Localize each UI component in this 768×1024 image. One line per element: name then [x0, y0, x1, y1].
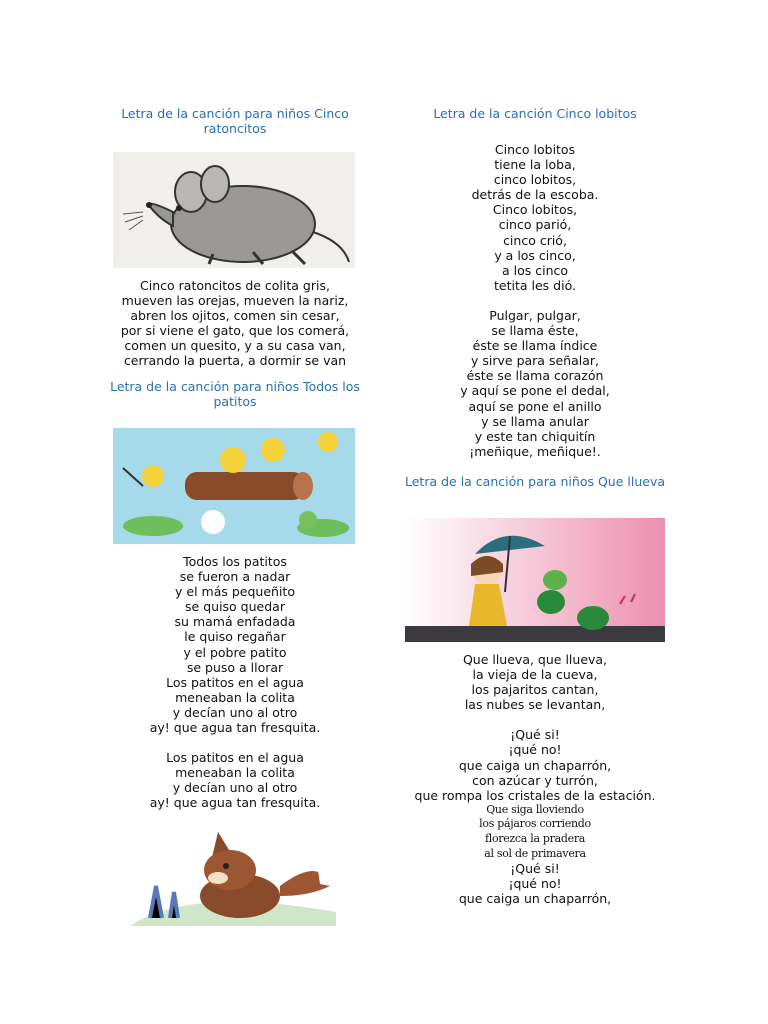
poem-line: meneaban la colita [175, 765, 295, 781]
poem-line: se puso a llorar [186, 659, 284, 675]
poem-line: los pájaros corriendo [479, 817, 591, 831]
poem-line: Los patitos en el agua [166, 750, 304, 766]
poem-line: le quiso regañar [184, 629, 286, 645]
poem-line: al sol de primavera [484, 846, 586, 860]
left-column [104, 106, 366, 136]
poem-line: las nubes se levantan, [464, 697, 606, 713]
poem-line: ay! que agua tan fresquita. [149, 795, 321, 811]
poem-line: Cinco ratoncitos de colita gris, [140, 278, 330, 293]
poem-line: ¡Qué si! [510, 861, 560, 877]
poem-line: abren los ojitos, comen sin cesar, [130, 308, 340, 324]
poem-line: mueven las orejas, mueven la nariz, [121, 293, 349, 309]
poem-line: y decían uno al otro [172, 704, 298, 720]
song-title-que-llueva: Letra de la canción para niños Que llueva [404, 473, 666, 489]
poem-line: con azúcar y turrón, [472, 772, 598, 788]
poem-line: su mamá enfadada [174, 614, 296, 630]
poem-line: comen un quesito, y a su casa van, [124, 338, 346, 354]
mouse-illustration [113, 152, 355, 268]
poem-line: ay! que agua tan fresquita. [149, 720, 321, 736]
poem-line: ¡qué no! [508, 876, 562, 892]
poem-line: Los patitos en el agua [166, 674, 304, 690]
poem-que-llueva [404, 652, 666, 907]
ducks-illustration [113, 428, 355, 544]
poem-line: y el pobre patito [183, 644, 287, 660]
poem-line: se llama éste, [491, 323, 579, 339]
poem-line: cinco crió, [503, 232, 567, 248]
poem-line: a los cinco [501, 262, 569, 278]
poem-line: por si viene el gato, que los comerá, [120, 323, 350, 339]
poem-line: y a los cinco, [494, 247, 576, 263]
poem-line: aquí se pone el anillo [468, 398, 602, 414]
poem-line: se quiso quedar [185, 599, 285, 615]
poem-line: ¡Qué si! [510, 727, 560, 743]
poem-line: Que llueva, que llueva, [462, 652, 608, 667]
poem-line: ¡qué no! [508, 742, 562, 758]
poem-line: que rompa los cristales de la estación. [414, 787, 656, 803]
song-title-cinco-ratoncitos: Letra de la canción para niños Cinco ratoncitos [121, 106, 349, 136]
poem-line: y aquí se pone el dedal, [460, 383, 610, 399]
poem-line: Pulgar, pulgar, [489, 307, 581, 323]
poem-line: cerrando la puerta, a dormir se van [123, 353, 347, 369]
poem-line: tiene la loba, [494, 157, 576, 173]
poem-line: y este tan chiquitín [474, 428, 596, 444]
right-column [404, 106, 666, 489]
poem-line: Cinco lobitos, [492, 202, 578, 218]
poem-cinco-ratoncitos [104, 278, 366, 409]
poem-line: que caiga un chaparrón, [458, 891, 612, 907]
poem-line: y se llama anular [481, 413, 589, 429]
song-title-todos-los-patitos: Letra de la canción para niños Todos los patitos [110, 378, 360, 409]
poem-line: cinco lobitos, [493, 172, 577, 188]
rain-illustration [405, 518, 665, 642]
poem-line: tetita les dió. [494, 277, 576, 293]
poem-line: se fueron a nadar [179, 569, 291, 585]
poem-line: y el más pequeñito [175, 584, 295, 600]
poem-line: detrás de la escoba. [471, 187, 599, 203]
poem-line: Todos los patitos [183, 554, 287, 569]
poem-line: éste se llama índice [472, 338, 598, 354]
fox-illustration [130, 826, 336, 926]
poem-line: éste se llama corazón [466, 368, 604, 384]
poem-line: ¡meñique, meñique!. [469, 443, 601, 459]
poem-line: Que siga lloviendo [486, 802, 584, 816]
poem-line: y sirve para señalar, [471, 353, 599, 369]
poem-line: los pajaritos cantan, [471, 682, 599, 698]
poem-line: la vieja de la cueva, [472, 667, 598, 683]
poem-line: florezca la pradera [484, 832, 586, 846]
poem-line: meneaban la colita [175, 689, 295, 705]
song-title-cinco-lobitos: Letra de la canción Cinco lobitos [433, 106, 637, 121]
poem-todos-los-patitos [104, 554, 366, 811]
poem-line: que caiga un chaparrón, [458, 757, 612, 773]
poem-line: cinco parió, [498, 217, 572, 233]
poem-line: y decían uno al otro [172, 780, 298, 796]
poem-line: Cinco lobitos [494, 142, 576, 157]
